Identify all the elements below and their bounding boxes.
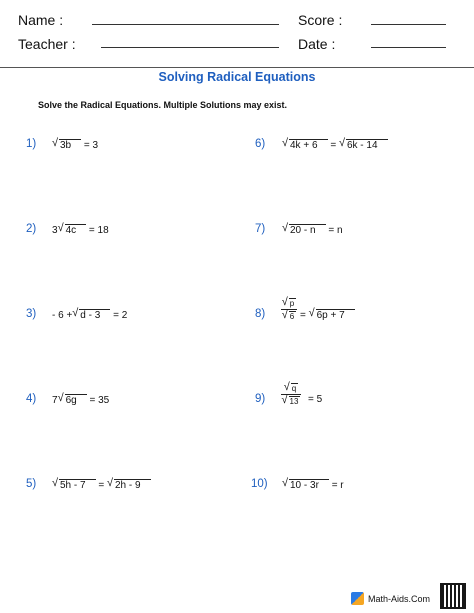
math-aids-logo-icon: [351, 592, 364, 605]
radical: √ 3b: [53, 139, 81, 151]
radical: √ q: [285, 383, 298, 393]
problem-number: 1): [26, 138, 37, 150]
name-label: Name :: [18, 12, 64, 28]
radical: √ d - 3: [73, 309, 110, 321]
radical: √ 5h - 7: [53, 479, 96, 491]
problem-number: 10): [251, 478, 268, 490]
radical: √ 6k - 14: [340, 139, 388, 151]
radical: √ 4c: [59, 224, 87, 236]
radical: √ p: [283, 298, 296, 308]
date-field[interactable]: [371, 47, 446, 48]
instructions: Solve the Radical Equations. Multiple Solutions may exist.: [38, 100, 288, 110]
radical: √ 6: [283, 311, 296, 321]
problem-number: 9): [255, 393, 266, 405]
problem-6-equation: √ 4k + 6 = √ 6k - 14: [282, 139, 388, 151]
problem-5-equation: √ 5h - 7 = √ 2h - 9: [52, 479, 151, 491]
name-field[interactable]: [92, 24, 279, 25]
date-label: Date :: [298, 36, 336, 52]
score-label: Score :: [298, 12, 343, 28]
radical: √ 13: [283, 396, 301, 406]
brand-label: Math-Aids.Com: [367, 593, 430, 604]
teacher-field[interactable]: [101, 47, 279, 48]
problem-number: 2): [26, 223, 37, 235]
problem-number: 7): [255, 223, 266, 235]
radical: √ 4k + 6: [283, 139, 328, 151]
problem-number: 4): [26, 393, 37, 405]
problem-number: 6): [255, 138, 266, 150]
problem-3-equation: - 6 +√ d - 3 = 2: [52, 309, 127, 321]
page-title: Solving Radical Equations: [158, 70, 316, 84]
problem-7-equation: √ 20 - n = n: [282, 224, 343, 236]
radical: √ 2h - 9: [108, 479, 151, 491]
problem-1-equation: √ 3b = 3: [52, 139, 98, 151]
problem-8-equation: = √ 6p + 7: [300, 309, 355, 321]
problem-2-equation: 3√ 4c = 18: [52, 224, 109, 236]
problem-number: 8): [255, 308, 266, 320]
problem-4-equation: 7√ 6g = 35: [52, 394, 109, 406]
radical: √ 20 - n: [283, 224, 326, 236]
problem-8-fraction: [281, 298, 297, 321]
radical: √ 6p + 7: [310, 309, 355, 321]
teacher-label: Teacher :: [18, 36, 76, 52]
radical: √ 6g: [59, 394, 87, 406]
problem-9-equation: = 5: [308, 394, 323, 405]
problem-number: 5): [26, 478, 37, 490]
problem-10-equation: √ 10 - 3r = r: [282, 479, 344, 491]
radical: √ 10 - 3r: [283, 479, 329, 491]
header-divider: [0, 67, 474, 68]
problem-number: 3): [26, 308, 37, 320]
qr-code-icon: [440, 583, 466, 609]
score-field[interactable]: [371, 24, 446, 25]
footer-brand: [351, 592, 430, 605]
problem-9-fraction: [281, 383, 301, 406]
